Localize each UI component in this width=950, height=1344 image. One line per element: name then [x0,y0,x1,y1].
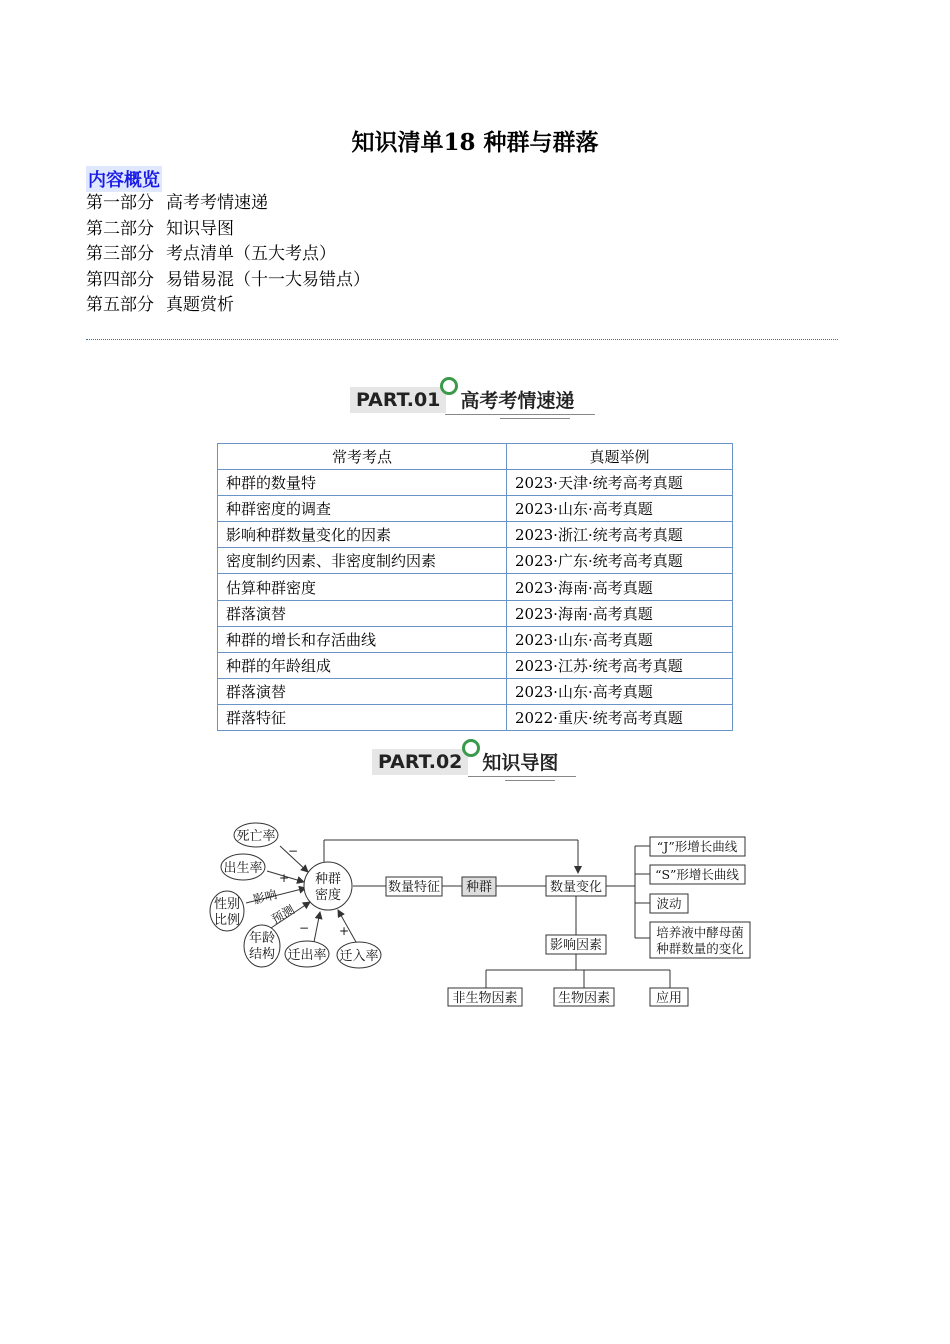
toc-item-number: 第五部分 [86,295,154,315]
part2-title: 知识导图 [482,752,559,774]
table-cell: 2023·山东·高考真题 [507,678,733,704]
node-sex-ratio-line2: 比例 [213,913,241,928]
mind-map [200,818,760,1018]
table-cell: 密度制约因素、非密度制约因素 [218,548,507,574]
table-row [218,548,733,574]
table-cell: 2023·江苏·统考高考真题 [507,652,733,678]
node-age-line2: 结构 [248,947,276,962]
table-row [218,522,733,548]
table-cell: 群落特征 [218,704,507,730]
table-row [218,626,733,652]
part1-tag [350,387,446,413]
table-row [218,496,733,522]
table-cell: 估算种群密度 [218,574,507,600]
node-density-line2: 密度 [314,888,342,903]
toc-item[interactable] [86,191,370,217]
page-title: 知识清单18 种群与群落 [351,129,599,156]
table-row [218,652,733,678]
node-yeast-line2: 种群数量的变化 [656,941,744,956]
node-sex-ratio-line1: 性别 [213,897,241,912]
table-cell: 种群密度的调查 [218,496,507,522]
table-cell: 种群的数量特 [218,470,507,496]
table-row [218,704,733,730]
table-row [218,470,733,496]
table-cell: 2023·天津·统考高考真题 [507,470,733,496]
node-quantity-change: 数量变化 [549,880,603,895]
section-divider [86,339,838,340]
table-row [218,574,733,600]
sign-plus: + [278,871,290,885]
table-cell: 2023·山东·高考真题 [507,496,733,522]
toc-item-text: 知识导图 [166,218,234,239]
part2-underline-short [505,780,555,781]
toc-item-number: 第二部分 [86,218,154,239]
toc-item-number: 第三部分 [86,244,154,264]
node-j-curve: “J”形增长曲线 [656,839,738,854]
node-s-curve: “S”形增长曲线 [655,867,739,882]
node-emigration: 迁出率 [287,948,327,963]
node-immigration: 迁入率 [339,949,379,964]
part1-tag-text: PART.01 [356,388,441,411]
part1-underline [445,414,595,415]
sign-minus: − [298,921,310,935]
table-cell: 2022·重庆·统考高考真题 [507,704,733,730]
part2-heading [372,748,558,775]
toc-item[interactable] [86,293,370,319]
part1-heading [350,386,574,413]
node-age-line1: 年龄 [248,931,276,946]
table-row [218,600,733,626]
part1-underline-short [500,418,570,419]
toc-item[interactable] [86,242,370,268]
toc-item-text: 考点清单（五大考点） [166,244,336,264]
part2-tag [372,749,468,775]
toc-item[interactable] [86,268,370,294]
sign-plus: + [338,924,350,938]
toc-item-text: 易错易混（十一大易错点） [166,269,370,290]
node-quantity-feature: 数量特征 [387,880,441,895]
node-population: 种群 [465,880,493,895]
table-row [218,678,733,704]
table-cell: 2023·山东·高考真题 [507,626,733,652]
node-application: 应用 [655,991,683,1006]
toc-item[interactable] [86,217,370,243]
ring-icon [462,739,480,757]
table-header: 真题举例 [507,444,733,470]
table-cell: 影响种群数量变化的因素 [218,522,507,548]
table-cell: 群落演替 [218,678,507,704]
node-abiotic: 非生物因素 [452,991,518,1006]
table-cell: 2023·广东·统考高考真题 [507,548,733,574]
table-cell: 种群的年龄组成 [218,652,507,678]
node-factors: 影响因素 [549,938,603,953]
exam-table [217,443,733,731]
table-of-contents [86,191,370,319]
node-birth-rate: 出生率 [223,861,263,876]
table-header-row [218,444,733,470]
table-cell: 2023·海南·高考真题 [507,574,733,600]
toc-item-number: 第四部分 [86,269,154,290]
toc-item-number: 第一部分 [86,193,154,213]
label-predict: 预测 [269,902,297,927]
table-cell: 种群的增长和存活曲线 [218,626,507,652]
node-yeast-line1: 培养液中酵母菌 [656,925,744,940]
part2-tag-text: PART.02 [378,750,463,773]
node-density-line1: 种群 [314,872,342,887]
toc-item-text: 高考考情速递 [166,193,268,213]
table-header: 常考考点 [218,444,507,470]
sign-minus: − [287,844,299,858]
label-influence: 影响 [251,887,279,908]
toc-item-text: 真题赏析 [166,295,234,315]
ring-icon [440,377,458,395]
table-cell: 2023·浙江·统考高考真题 [507,522,733,548]
node-biotic: 生物因素 [557,991,611,1006]
node-fluctuation: 波动 [656,896,682,911]
node-death-rate: 死亡率 [236,829,276,844]
overview-label: 内容概览 [86,166,162,192]
table-cell: 2023·海南·高考真题 [507,600,733,626]
part2-underline [468,776,576,777]
table-cell: 群落演替 [218,600,507,626]
part1-title: 高考考情速递 [460,390,575,412]
